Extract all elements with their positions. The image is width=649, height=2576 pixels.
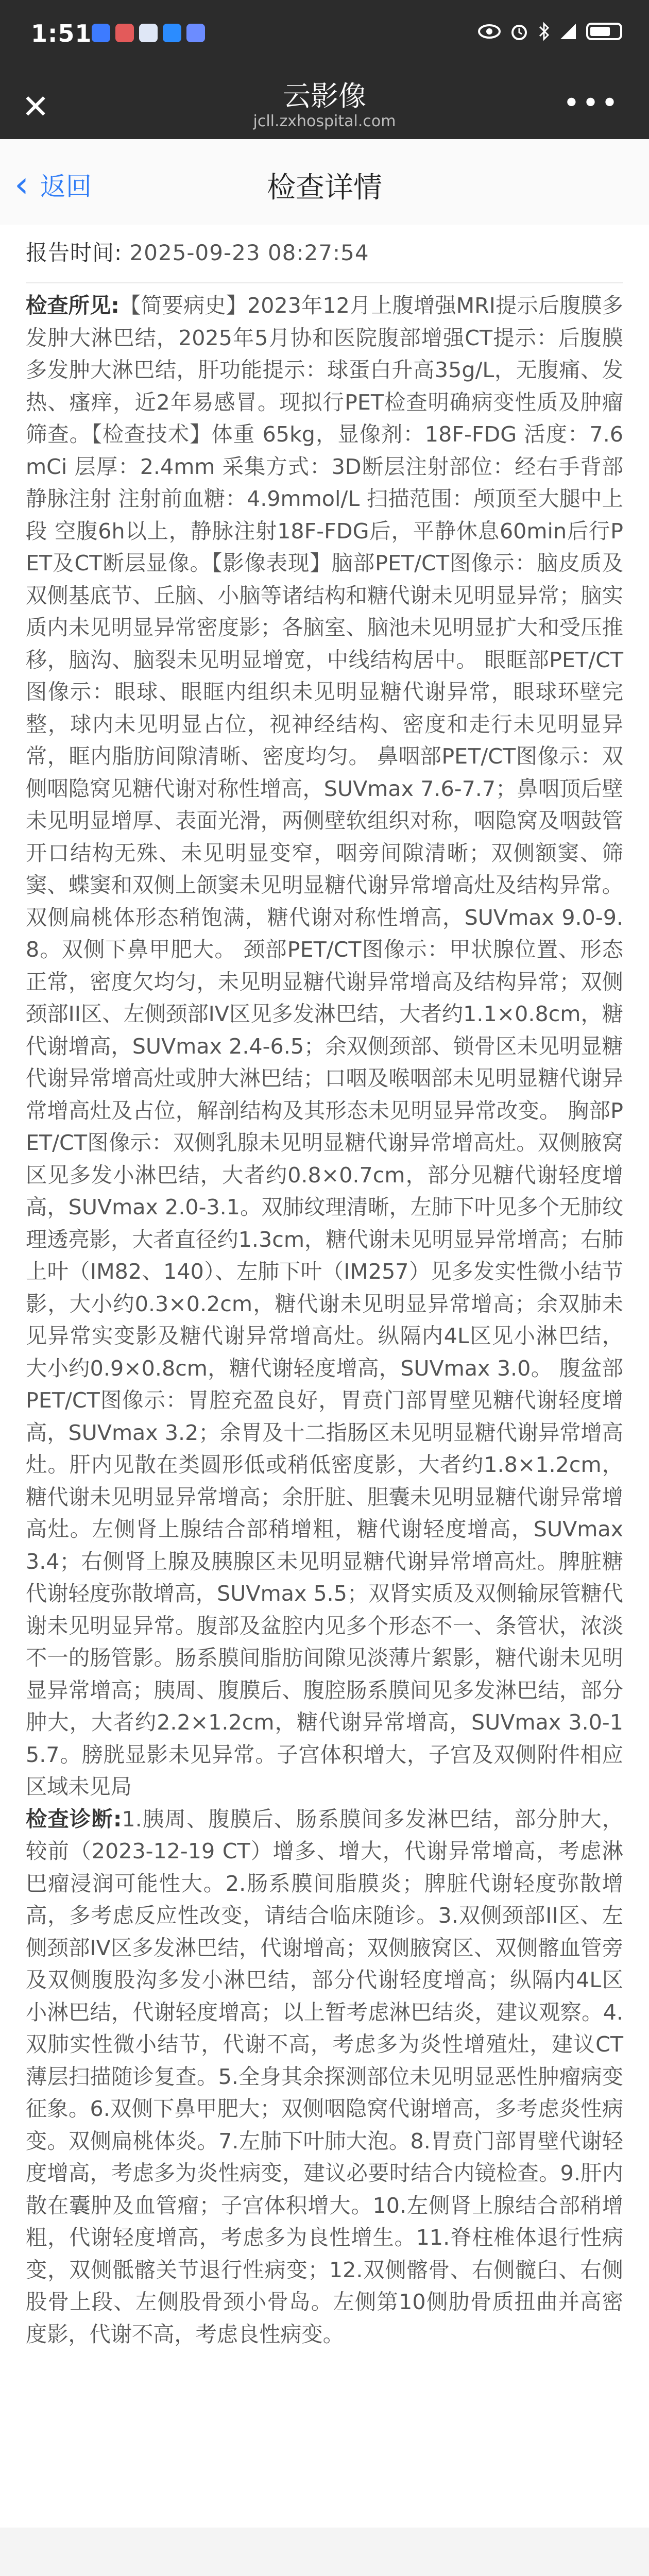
findings-label: 检查所见:: [26, 293, 119, 318]
more-options-icon[interactable]: •••: [562, 87, 620, 120]
page-title: 检查详情: [267, 171, 382, 205]
app-notification-icon: [139, 24, 158, 42]
diagnosis-text: 1.胰周、腹膜后、肠系膜间多发淋巴结，部分肿大，较前（2023-12-19 CT）增多、增大，代谢异常增高，考虑淋巴瘤浸润可能性大。2.肠系膜间脂膜炎；脾脏代谢轻度弥散增高，多考虑反应性改变，请结合临床随诊。3.双侧颈部II区、左侧颈部IV区多发淋巴结，代谢增高；双侧腋窝区、双侧髂血管旁及双侧腹股沟多发小淋巴结，部分代谢轻度增高；纵隔内4L区小淋巴结，代谢轻度增高；以上暂考虑淋巴结炎，建议观察。4.双肺实性微小结节，代谢不高，考虑多为炎性增殖灶，建议CT薄层扫描随诊复查。5.全身其余探测部位未见明显恶性肿瘤病变征象。6.双侧下鼻甲肥大；双侧咽隐窝代谢增高，多考虑炎性病变。双侧扁桃体炎。7.左肺下叶肺大泡。8.胃贲门部胃壁代谢轻度增高，考虑多为炎性病变，建议必要时结合内镜检查。9.肝内散在囊肿及血管瘤；子宫体积增大。10.左侧肾上腺结合部稍增粗，代谢轻度增高，考虑多为良性增生。11.脊柱椎体退行性病变，双侧骶髂关节退行性病变；12.双侧髂骨、右侧髋臼、右侧股骨上段、左侧股骨颈小骨岛。左侧第10侧肋骨质扭曲并高密度影，代谢不高，考虑良性病变。: [26, 1806, 623, 2347]
diagnosis-label: 检查诊断:: [26, 1806, 122, 1832]
app-url: jcll.zxhospital.com: [253, 112, 396, 130]
findings-text: 【简要病史】2023年12月上腹增强MRI提示后腹膜多发肿大淋巴结，2025年5月协和医院腹部增强CT提示：后腹膜多发肿大淋巴结，肝功能提示：球蛋白升高35g/L，无腹痛、发热、瘙痒，近2年易感冒。现拟行PET检查明确病变性质及肿瘤筛查。【检查技术】体重 65kg，显像剂：18F-FDG 活度：7.6mCi 层厚：2.4mm 采集方式：3D断层注射部位：经右手背部静脉注射 注射前血糖：4.9mmol/L 扫描范围：颅顶至大腿中上段 空腹6h以上，静脉注射18F-FDG后，平静休息60min后行PET及CT断层显像。【影像表现】脑部PET/CT图像示：脑皮质及双侧基底节、丘脑、小脑等诸结构和糖代谢未见明显异常；脑实质内未见明显异常密度影；各脑室、脑池未见明显扩大和受压推移，脑沟、脑裂未见明显增宽，中线结构居中。 眼眶部PET/CT图像示：眼球、眼眶内组织未见明显糖代谢异常，眼球环壁完整，球内未见明显占位，视神经结构、密度和走行未见明显异常，眶内脂肪间隙清晰、密度均匀。 鼻咽部PET/CT图像示：双侧咽隐窝见糖代谢对称性增高，SUVmax 7.6-7.7；鼻咽顶后壁未见明显增厚、表面光滑，两侧壁软组织对称，咽隐窝及咽鼓管开口结构无殊、未见明显变窄，咽旁间隙清晰；双侧额窦、筛窦、蝶窦和双侧上颌窦未见明显糖代谢异常增高灶及结构异常。双侧扁桃体形态稍饱满，糖代谢对称性增高，SUVmax 9.0-9.8。双侧下鼻甲肥大。 颈部PET/CT图像示：甲状腺位置、形态正常，密度欠均匀，未见明显糖代谢异常增高及结构异常；双侧颈部II区、左侧颈部IV区见多发淋巴结，大者约1.1×0.8cm，糖代谢增高，SUVmax 2.4-6.5；余双侧颈部、锁骨区未见明显糖代谢异常增高灶或肿大淋巴结；口咽及喉咽部未见明显糖代谢异常增高灶及占位，解剖结构及其形态未见明显异常改变。 胸部PET/CT图像示：双侧乳腺未见明显糖代谢异常增高灶。双侧腋窝区见多发小淋巴结，大者约0.8×0.7cm，部分见糖代谢轻度增高，SUVmax 2.0-3.1。双肺纹理清晰，左肺下叶见多个无肺纹理透亮影，大者直径约1.3cm，糖代谢未见明显异常增高；右肺上叶（IM82、140）、左肺下叶（IM257）见多发实性微小结节影，大小约0.3×0.2cm，糖代谢未见明显异常增高；余双肺未见异常实变影及糖代谢异常增高灶。纵隔内4L区见小淋巴结，大小约0.9×0.8cm，糖代谢轻度增高，SUVmax 3.0。 腹盆部PET/CT图像示：胃腔充盈良好，胃贲门部胃壁见糖代谢轻度增高，SUVmax 3.2；余胃及十二指肠区未见明显糖代谢异常增高灶。肝内见散在类圆形低或稍低密度影，大者约1.8×1.2cm，糖代谢未见明显异常增高；余肝脏、胆囊未见明显糖代谢异常增高灶。左侧肾上腺结合部稍增粗，糖代谢轻度增高，SUVmax 3.4；右侧肾上腺及胰腺区未见明显糖代谢异常增高灶。脾脏糖代谢轻度弥散增高，SUVmax 5.5；双肾实质及双侧输尿管糖代谢未见明显异常。腹部及盆腔内见多个形态不一、条管状，浓淡不一的肠管影。肠系膜间脂肪间隙见淡薄片絮影，糖代谢未见明显异常增高；胰周、腹膜后、腹腔肠系膜间见多发淋巴结，部分肿大，大者约2.2×1.2cm，糖代谢异常增高，SUVmax 3.0-15.7。膀胱显影未见异常。子宫体积增大，子宫及双侧附件相应区域未见局: [26, 293, 623, 1799]
status-system-icons: [478, 22, 622, 41]
close-icon[interactable]: ✕: [22, 88, 49, 126]
back-label: 返回: [40, 172, 92, 201]
report-content: [0, 225, 649, 2528]
alarm-icon: [510, 22, 528, 41]
app-notification-icon: [186, 24, 205, 42]
app-notification-icon: [92, 24, 110, 42]
status-notification-icons: [92, 24, 205, 42]
report-time-row: [26, 236, 369, 267]
chevron-left-icon: ‹: [14, 163, 29, 206]
app-notification-icon: [115, 24, 134, 42]
app-notification-icon: [163, 24, 181, 42]
report-time-value: 2025-09-23 08:27:54: [129, 240, 369, 265]
footer-note: [0, 2572, 649, 2576]
report-body: [26, 290, 623, 2350]
battery-icon: [586, 23, 622, 40]
signal-icon: [559, 23, 577, 40]
report-time-label: 报告时间:: [26, 240, 123, 265]
divider: [26, 282, 623, 283]
status-time: 1:51: [31, 20, 92, 47]
nav-bar: [0, 139, 649, 226]
app-header: [0, 0, 649, 139]
app-title: 云影像: [283, 80, 366, 112]
bluetooth-icon: [538, 22, 550, 41]
eye-icon: [478, 24, 501, 39]
